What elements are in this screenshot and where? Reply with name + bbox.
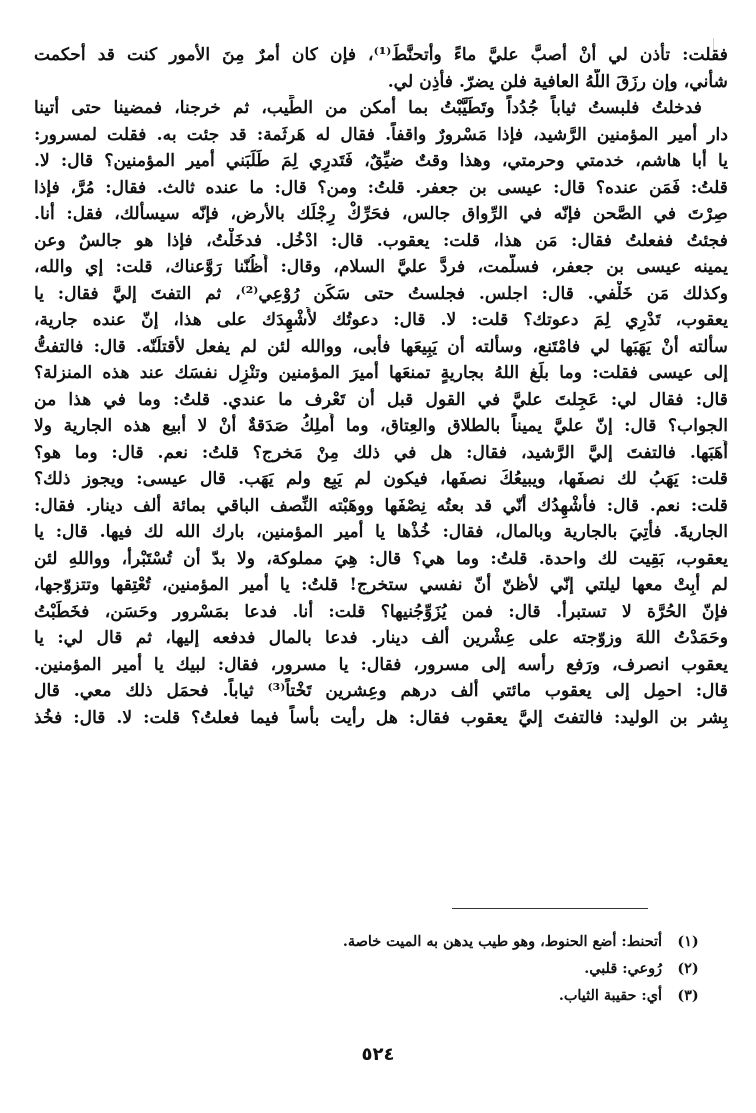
footnote-text: أتحنط: أضع الحنوط، وهو طيب يدهن به الميت خاصة. [342,933,662,950]
text-line: يمينه عيسى بن جعفر، فسلّمت، فردَّ عليَّ السلام، وقال: أَظُنّنا رَوَّعناك، قلت: إي والله، [34,257,728,277]
text-line: شأني، وإن رزَقَ اللّهُ العافية فلن يضرّ. فأذِن لي. [387,71,728,92]
text-line: يعقوب، بَقِيت لك واحدة. قلتُ: وما هي؟ قال: هِيَ مملوكة، ولا بدّ أن تُسْتَبْرأ، وواللهِ لئن [34,548,728,569]
text-line: قال: احمِل إلى يعقوب مائتي ألف درهم وعِشرين تَخْتاً⁽³⁾ ثياباً. فحمَل ذلك معي. قال [34,681,728,701]
text-line: قلت: يَهَبُ لك نصفَها، ويبيعُكَ نصفَها، فيكون لم يَبِع ولم يَهَب. قال عيسى: ويجوز ذلك؟ [34,469,728,489]
text-line: الجاريةَ. فأُتِيَ بالجارية وبالمال، فقال: خُذْها يا أمير المؤمنين، بارك الله لك فيها. قال: يا [34,522,728,542]
text-line: وكذلك مَن خَلْفي. قال: اجلس. فجلستُ حتى سَكَن رُوْعِي⁽²⁾، ثم التفتَ إليَّ فقال: يا [34,283,728,304]
text-line: لم أبِتْ معها ليلتي إنّي لأظنّ أنّ نفسي ستخرج! قلتُ: يا أمير المؤمنين، تُعْتِقها وتتزوّجها، [34,575,728,595]
footnote-number: (٢) [677,960,699,977]
body-text [34,42,728,731]
text-line: فجئتُ ففعلتُ فقال: مَن هذا، قلت: يعقوب. قال: ادْخُل. فدخَلْتُ، فإذا هو جالسٌ وعن [34,230,728,251]
text-line: الجواب؟ قال: إنّ عليَّ يميناً بالطلاق والعِتاق، وما أَملِكُ صَدَقةٌ أنْ لا أبيع هذه الجارية ولا [34,416,728,436]
footnote-text: أي: حقيبة الثياب. [558,987,662,1004]
text-line: سألته أنْ يَهَبَها لي فامْتَنع، وسألته أن يَبِيعَها فأبى، ووالله لئن لم يفعل لأقتلَنّه. قال: فالتفتُّ [34,336,728,357]
text-line: وحَمَدْتُ اللهَ وزوّجته على عِشْرين ألف دينار. فدعا بالمال فدفعه إليها، ثم قال لي: يا [34,628,728,648]
footnote-item [34,928,714,955]
text-line: يعقوب انصرف، ورَفع رأسه إلى مسرور، فقال: يا مسرور، فقال: لبيك يا أمير المؤمنين. [34,654,728,675]
footnote-number: (١) [677,933,699,950]
footnote-text: رُوعي: قلبي. [584,960,662,977]
text-line: فدخلتُ فلبستُ ثياباً جُدُداً وتَطَيَّبْتُ بما أمكن من الطِّيب، ثم خرجنا، فمضينا حتى أتينا [34,98,702,118]
text-line: دار أمير المؤمنين الرَّشيد، فإذا مَسْرورٌ واقفاً. فقال له هَرثَمة: قد جئت به. فقلت لمسرور: [34,124,728,145]
text-line: قال: فقال لي: عَجِلتَ عليَّ في القول قبل أن تَعْرف ما عندي. قلتُ: وما في هذا من [34,389,728,410]
text-line: صِرْتَ في الصَّحن فإنّه في الرِّواق جالس، فحَرِّكْ رِجْلَك بالأرض، فإنّه سيسألك، فقل: أنا. [34,204,728,224]
text-line: إلى عيسى فقلت: وما بلَغ اللهُ بجاريةٍ تمنعَها أميرَ المؤمنين وتنْزِل نفسَك عند هذه المنزلة؟ [34,363,728,383]
text-line: قلت: نعم. قال: فأُشْهِدُك أنّي قد بعتُه نِصْفَها ووهَبْته النِّصف الباقي بمائة ألف دينار. فقال: [34,495,728,516]
footnote-item [34,955,714,982]
text-line: يا أبا هاشم، خدمتي وحرمتي، وهذا وقتٌ ضيِّقٌ، فَتَدرِي لِمَ طَلَبَني أمير المؤمنين؟ قال: لا. [34,151,728,171]
footnote-number: (٣) [677,987,699,1004]
text-line: أَهَبَها. فالتفتَ إليَّ الرَّشيد، فقال: هل في ذلك مِنْ مَخرج؟ قلتُ: نعم. قال: وما هو؟ [34,442,728,463]
text-line: بِشر بن الوليد: فالتفتَ إليَّ يعقوب فقال: هل رأيت بأساً فيما فعلتُ؟ قلت: لا. قال: فخُذ [34,707,728,728]
text-line: قلتُ: فَمَن عنده؟ قال: عيسى بن جعفر. قلتُ: ومن؟ قال: ما عنده ثالث. فقال: مُرَّ، فإذا [34,177,728,198]
page-number: ٥٢٤ [361,1044,395,1065]
text-line: فقلت: تأذن لي أنْ أصبَّ عليَّ ماءً وأتحنَّطَ⁽¹⁾، فإن كان أمرٌ مِنَ الأمور كنت قد أحكمت [34,45,728,65]
footnote-item [34,982,714,1009]
footnotes [34,928,714,1009]
text-line: فإنّ الحُرَّة لا تستبرأ. قال: فمن يُزَوِّجُنيها؟ قلت: أنا. فدعا بمَسْرور وحَسَن، فخَطَبْتُ [34,601,728,622]
text-line: يعقوب، تَدْرِي لِمَ دعوتك؟ قلت: لا. قال: دعوتُك لأُشْهِدَك على هذا، إنّ عنده جارية، [34,310,728,330]
footnote-divider [452,908,648,909]
